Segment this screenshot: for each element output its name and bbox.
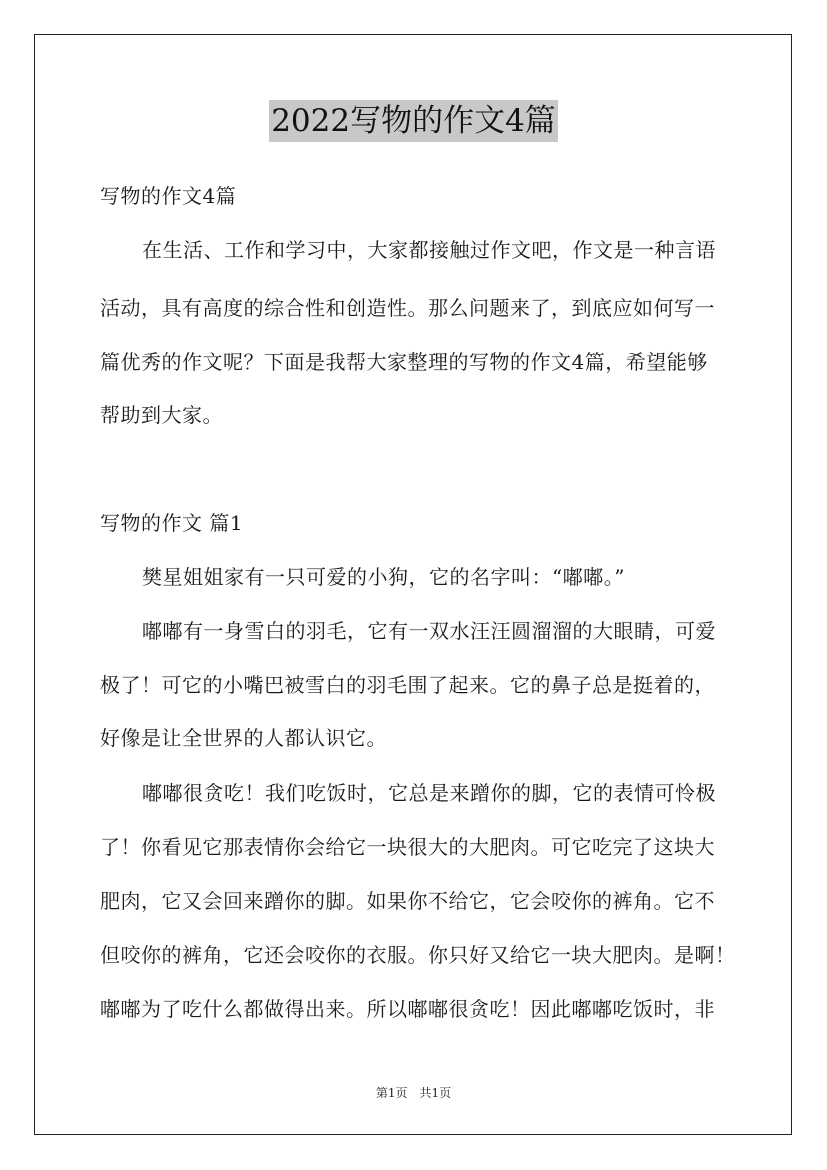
intro-line: 篇优秀的作文呢？下面是我帮大家整理的写物的作文4篇，希望能够: [100, 350, 708, 374]
title-container: [0, 100, 827, 142]
page-number-footer: 第1页 共1页: [375, 1086, 452, 1100]
body-line: 极了！可它的小嘴巴被雪白的羽毛围了起来。它的鼻子总是挺着的，: [100, 673, 715, 697]
body-line: 肥肉，它又会回来蹭你的脚。如果你不给它，它会咬你的裤角。它不: [100, 889, 715, 913]
intro-line: 在生活、工作和学习中，大家都接触过作文吧，作文是一种言语: [142, 238, 716, 262]
body-line: 樊星姐姐家有一只可爱的小狗，它的名字叫：“嘟嘟。”: [142, 565, 625, 589]
intro-line: 活动，具有高度的综合性和创造性。那么问题来了，到底应如何写一: [100, 296, 715, 320]
body-line: 但咬你的裤角，它还会咬你的衣服。你只好又给它一块大肥肉。是啊！: [100, 943, 736, 967]
document-subtitle: 写物的作文4篇: [100, 184, 237, 208]
intro-line: 帮助到大家。: [100, 403, 223, 427]
body-line: 好像是让全世界的人都认识它。: [100, 726, 387, 750]
section-heading: 写物的作文 篇1: [100, 511, 244, 535]
body-line: 了！你看见它那表情你会给它一块很大的大肥肉。可它吃完了这块大: [100, 835, 715, 859]
body-line: 嘟嘟很贪吃！我们吃饭时，它总是来蹭你的脚，它的表情可怜极: [142, 781, 716, 805]
body-line: 嘟嘟为了吃什么都做得出来。所以嘟嘟很贪吃！因此嘟嘟吃饭时，非: [100, 997, 715, 1021]
document-title: 2022写物的作文4篇: [269, 100, 558, 142]
body-line: 嘟嘟有一身雪白的羽毛，它有一双水汪汪圆溜溜的大眼睛，可爱: [142, 619, 716, 643]
